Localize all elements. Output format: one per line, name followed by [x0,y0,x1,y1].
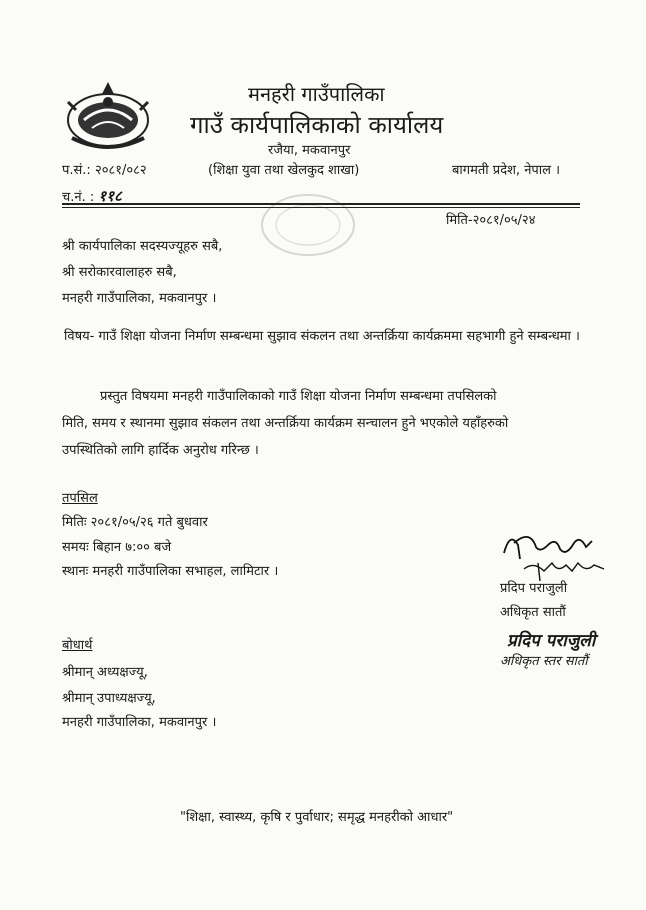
details-date: मितिः २०८१/०५/२६ गते बुधवार [62,515,208,530]
seal-watermark-icon [258,190,358,260]
cc-heading: बोधार्थ [62,638,93,653]
addressee-line: मनहरी गाउँपालिका, मकवानपुर । [62,291,217,306]
addressee-line: श्री कार्यपालिका सदस्यज्यूहरु सबै, [62,239,223,254]
body-line: प्रस्तुत विषयमा मनहरी गाउँपालिकाको गाउँ शिक्षा योजना निर्माण सम्बन्धमा तपसिलको [100,389,497,404]
body-line: मिति, समय र स्थानमा सुझाव संकलन तथा अन्तर्क्रिया कार्यक्रम सन्चालन हुने भएकोले यहाँहरुको [62,416,509,431]
motto: "शिक्षा, स्वास्थ्य, कृषि र पुर्वाधार; समृद्ध मनहरीको आधार" [180,810,454,825]
subject-line: विषय- गाउँ शिक्षा योजना निर्माण सम्बन्धमा सुझाव संकलन तथा अन्तर्क्रिया कार्यक्रममा सहभागी हुने सम्बन्धमा । [64,329,580,344]
province-name: बागमती प्रदेश, नेपाल । [452,163,561,178]
signatory-post: अधिकृत सातौं [500,605,566,620]
nepal-emblem-icon [62,80,154,152]
cc-line: श्रीमान् अध्यक्षज्यू, [62,665,148,680]
reference-number: प.सं.: २०८१/०८२ [62,163,147,178]
office-location: रजैया, मकवानपुर [268,143,351,158]
municipality-name: मनहरी गाउँपालिका [248,82,385,106]
body-line: उपस्थितिको लागि हार्दिक अनुरोध गरिन्छ । [62,443,259,458]
cc-line: मनहरी गाउँपालिका, मकवानपुर । [62,715,217,730]
cc-line: श्रीमान् उपाध्यक्षज्यू, [62,691,156,706]
branch-name: (शिक्षा युवा तथा खेलकुद शाखा) [208,163,360,178]
dispatch-label: च.नं. : [62,190,95,205]
details-time: समयः बिहान ७:०० बजे [62,540,172,555]
addressee-line: श्री सरोकारवालाहरु सबै, [62,265,177,280]
stamp-post: अधिकृत स्तर सातौं [500,654,588,669]
handwritten-signature [500,523,610,585]
letter-date: मिति-२०८१/०५/२४ [446,213,536,228]
office-name: गाउँ कार्यपालिकाको कार्यालय [190,111,444,139]
signatory-name: प्रदिप पराजुली [500,581,568,596]
details-venue: स्थानः मनहरी गाउँपालिका सभाहल, लामिटार । [62,564,279,579]
stamp-name: प्रदिप पराजुली [507,631,596,651]
details-heading: तपसिल [62,491,98,506]
dispatch-number: ११८ [98,187,122,205]
